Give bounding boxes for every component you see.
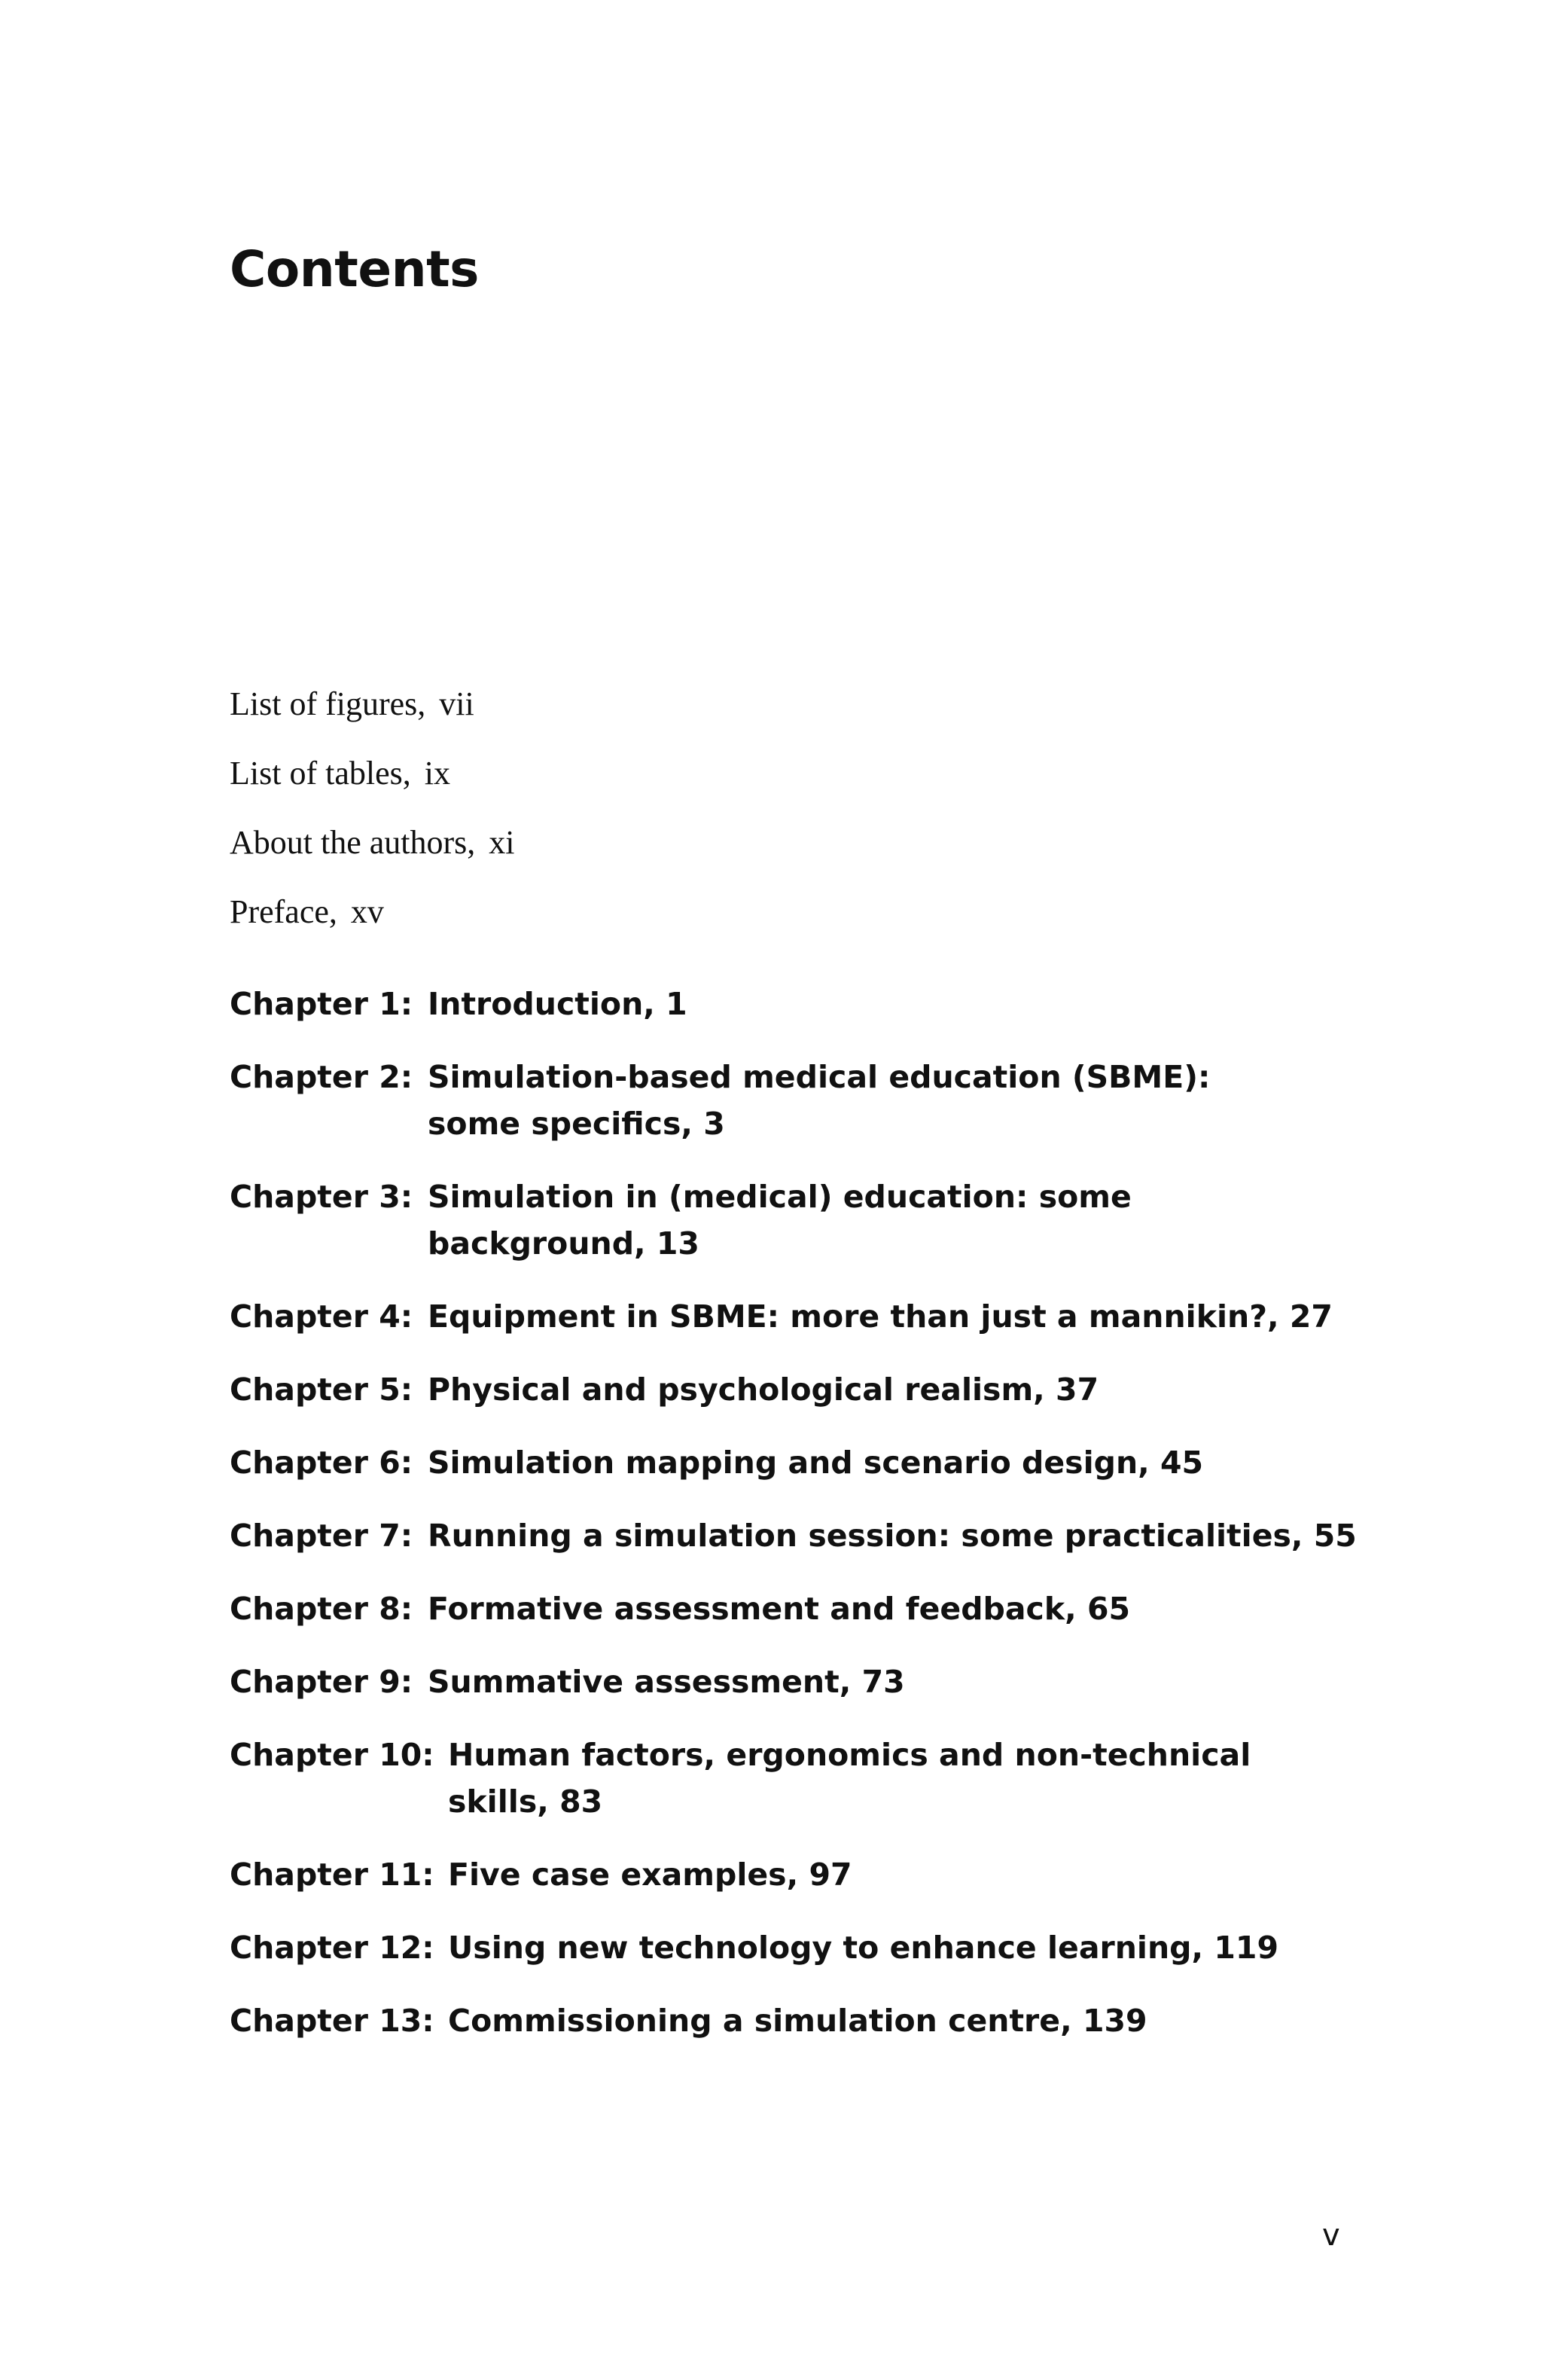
chapter-title: Using new technology to enhance learning,	[448, 1930, 1204, 1966]
chapter-title: Running a simulation session: some practicalities,	[428, 1518, 1303, 1554]
chapter-title: Human factors, ergonomics and non-technical skills,	[448, 1737, 1251, 1820]
chapter-page: 97	[809, 1857, 852, 1893]
chapter-page: 45	[1160, 1445, 1204, 1481]
chapter-title: Simulation in (medical) education: some background,	[428, 1179, 1132, 1262]
chapter-page: 73	[861, 1664, 905, 1700]
chapter-number: Chapter 12:	[230, 1930, 434, 1966]
chapter-number: Chapter 8:	[230, 1591, 413, 1627]
front-matter-list	[230, 682, 515, 959]
chapter-number: Chapter 5:	[230, 1372, 413, 1408]
chapter-title: Formative assessment and feedback,	[428, 1591, 1077, 1627]
front-matter-item-tables[interactable]	[230, 751, 515, 820]
chapter-title: Equipment in SBME: more than just a mannikin?,	[428, 1298, 1279, 1335]
chapter-entry-2[interactable]	[230, 1054, 1359, 1147]
chapter-entry-6[interactable]	[230, 1439, 1359, 1486]
chapter-number: Chapter 11:	[230, 1857, 434, 1893]
front-matter-item-preface[interactable]	[230, 889, 515, 959]
chapter-entry-8[interactable]	[230, 1585, 1359, 1632]
chapter-page: 139	[1082, 2003, 1147, 2039]
chapter-entry-5[interactable]	[230, 1366, 1359, 1413]
page-number: v	[1322, 2218, 1340, 2253]
chapter-entry-4[interactable]	[230, 1293, 1359, 1340]
page-title: Contents	[230, 240, 479, 298]
chapter-title: Introduction,	[428, 986, 655, 1022]
chapter-number: Chapter 9:	[230, 1664, 413, 1700]
entry-page: xi	[489, 824, 515, 861]
chapter-number: Chapter 10:	[230, 1737, 434, 1773]
entry-page: vii	[439, 685, 474, 722]
chapter-title: Simulation mapping and scenario design,	[428, 1445, 1150, 1481]
entry-label: Preface,	[230, 893, 337, 930]
chapter-entry-10[interactable]	[230, 1732, 1359, 1825]
entry-label: List of tables,	[230, 755, 411, 792]
entry-page: xv	[350, 893, 384, 930]
chapter-page: 55	[1313, 1518, 1357, 1554]
front-matter-item-figures[interactable]	[230, 682, 515, 751]
chapter-entry-11[interactable]	[230, 1851, 1359, 1898]
entry-label: List of figures,	[230, 685, 426, 722]
chapter-page: 65	[1086, 1591, 1131, 1627]
chapter-page: 1	[666, 986, 687, 1022]
chapter-list	[230, 981, 1359, 2044]
entry-page: ix	[424, 755, 450, 792]
front-matter-item-authors[interactable]	[230, 820, 515, 889]
chapter-entry-7[interactable]	[230, 1512, 1359, 1559]
chapter-entry-13[interactable]	[230, 1997, 1359, 2044]
chapter-page: 27	[1289, 1298, 1333, 1335]
chapter-title: Commissioning a simulation centre,	[448, 2003, 1072, 2039]
chapter-number: Chapter 3:	[230, 1179, 413, 1215]
chapter-number: Chapter 2:	[230, 1059, 413, 1095]
chapter-entry-1[interactable]	[230, 981, 1359, 1027]
chapter-entry-12[interactable]	[230, 1924, 1359, 1971]
chapter-entry-9[interactable]	[230, 1658, 1359, 1705]
chapter-title: Summative assessment,	[428, 1664, 852, 1700]
chapter-title: Simulation-based medical education (SBME): some specifics,	[428, 1059, 1211, 1142]
chapter-page: 37	[1056, 1372, 1099, 1408]
chapter-number: Chapter 1:	[230, 986, 413, 1022]
chapter-number: Chapter 6:	[230, 1445, 413, 1481]
chapter-number: Chapter 13:	[230, 2003, 434, 2039]
chapter-page: 13	[656, 1225, 699, 1262]
entry-label: About the authors,	[230, 824, 476, 861]
chapter-title: Five case examples,	[448, 1857, 799, 1893]
chapter-page: 83	[559, 1783, 603, 1820]
chapter-title: Physical and psychological realism,	[428, 1372, 1045, 1408]
chapter-page: 119	[1214, 1930, 1278, 1966]
chapter-page: 3	[703, 1106, 725, 1142]
chapter-entry-3[interactable]	[230, 1173, 1359, 1267]
chapter-number: Chapter 4:	[230, 1298, 413, 1335]
chapter-number: Chapter 7:	[230, 1518, 413, 1554]
